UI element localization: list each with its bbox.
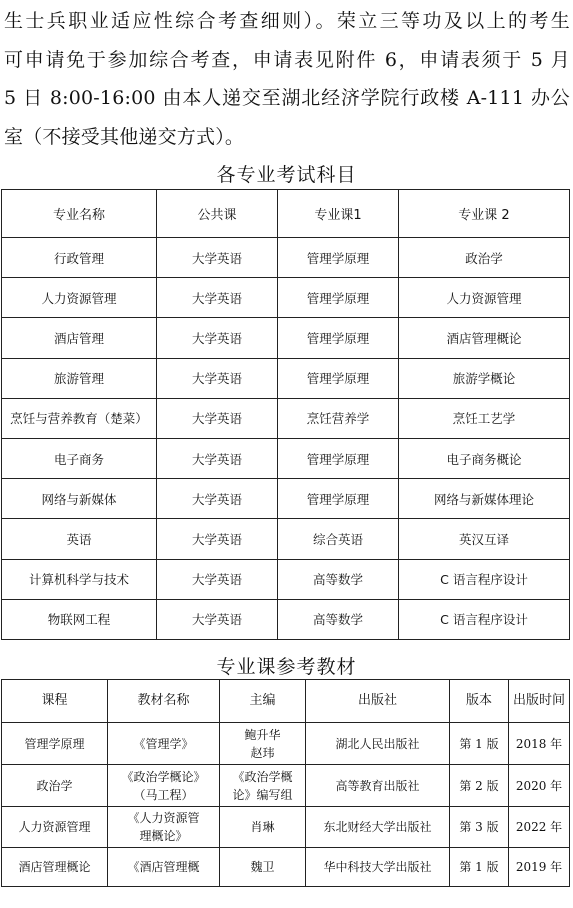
cell-course: 人力资源管理 xyxy=(2,807,108,848)
cell-edition: 第 2 版 xyxy=(450,765,509,807)
header-course-1: 专业课1 xyxy=(278,190,399,238)
cell-public-course: 大学英语 xyxy=(157,438,278,478)
cell-public-course: 大学英语 xyxy=(157,398,278,438)
cell-course-1: 高等数学 xyxy=(278,599,399,639)
cell-course-2: 网络与新媒体理论 xyxy=(399,479,570,519)
header-public-course: 公共课 xyxy=(157,190,278,238)
cell-course-1: 管理学原理 xyxy=(278,438,399,478)
cell-course-2: 电子商务概论 xyxy=(399,438,570,478)
cell-publisher: 东北财经大学出版社 xyxy=(306,807,450,848)
paragraph-line: 室（不接受其他递交方式）。 xyxy=(4,125,245,148)
cell-course: 政治学 xyxy=(2,765,108,807)
cell-major: 旅游管理 xyxy=(2,358,157,398)
cell-textbook: 《人力资源管 理概论》 xyxy=(108,807,220,848)
cell-public-course: 大学英语 xyxy=(157,479,278,519)
header-textbook: 教材名称 xyxy=(108,680,220,723)
table-row xyxy=(2,358,570,398)
cell-editor: 肖琳 xyxy=(220,807,306,848)
cell-major: 电子商务 xyxy=(2,438,157,478)
cell-course-1: 管理学原理 xyxy=(278,479,399,519)
cell-course-2: 政治学 xyxy=(399,238,570,278)
cell-course-2: 酒店管理概论 xyxy=(399,318,570,358)
cell-course: 酒店管理概论 xyxy=(2,848,108,887)
cell-public-course: 大学英语 xyxy=(157,238,278,278)
cell-publisher: 高等教育出版社 xyxy=(306,765,450,807)
cell-major: 烹饪与营养教育（楚菜） xyxy=(2,398,157,438)
cell-major: 网络与新媒体 xyxy=(2,479,157,519)
table-row xyxy=(2,848,570,887)
cell-course-1: 管理学原理 xyxy=(278,358,399,398)
header-course-2: 专业课 2 xyxy=(399,190,570,238)
intro-paragraph xyxy=(4,2,570,156)
cell-public-course: 大学英语 xyxy=(157,358,278,398)
cell-public-course: 大学英语 xyxy=(157,519,278,559)
cell-course-1: 管理学原理 xyxy=(278,318,399,358)
cell-edition: 第 3 版 xyxy=(450,807,509,848)
cell-public-course: 大学英语 xyxy=(157,599,278,639)
cell-course-2: C 语言程序设计 xyxy=(399,559,570,599)
table-row xyxy=(2,807,570,848)
table-row xyxy=(2,318,570,358)
cell-major: 行政管理 xyxy=(2,238,157,278)
table-row xyxy=(2,599,570,639)
table-row xyxy=(2,559,570,599)
cell-textbook: 《管理学》 xyxy=(108,723,220,765)
cell-editor: 《政治学概 论》编写组 xyxy=(220,765,306,807)
cell-course-1: 管理学原理 xyxy=(278,278,399,318)
cell-editor: 鲍升华 赵玮 xyxy=(220,723,306,765)
table-row xyxy=(2,723,570,765)
cell-course-1: 高等数学 xyxy=(278,559,399,599)
subjects-table xyxy=(1,189,570,640)
cell-public-course: 大学英语 xyxy=(157,318,278,358)
table-row xyxy=(2,479,570,519)
paragraph-line: 5 日 8:00-16:00 由本人递交至湖北经济学院行政楼 A-111 办公 xyxy=(4,87,570,109)
cell-public-course: 大学英语 xyxy=(157,278,278,318)
cell-textbook: 《酒店管理概 xyxy=(108,848,220,887)
cell-editor: 魏卫 xyxy=(220,848,306,887)
cell-course-2: 旅游学概论 xyxy=(399,358,570,398)
cell-course-1: 综合英语 xyxy=(278,519,399,559)
header-publisher: 出版社 xyxy=(306,680,450,723)
paragraph-line: 可申请免于参加综合考查，申请表见附件 6，申请表须于 5 月 xyxy=(4,48,570,71)
table-header-row xyxy=(2,680,570,723)
textbooks-table-title: 专业课参考教材 xyxy=(216,656,357,678)
cell-major: 酒店管理 xyxy=(2,318,157,358)
paragraph-line: 生士兵职业适应性综合考查细则）。荣立三等功及以上的考生 xyxy=(4,10,570,32)
cell-publisher: 湖北人民出版社 xyxy=(306,723,450,765)
subjects-table-title: 各专业考试科目 xyxy=(216,164,357,186)
table-row xyxy=(2,398,570,438)
table-row xyxy=(2,765,570,807)
table-row xyxy=(2,278,570,318)
cell-edition: 第 1 版 xyxy=(450,848,509,887)
cell-publish-time: 2022 年 xyxy=(509,807,570,848)
header-major: 专业名称 xyxy=(2,190,157,238)
cell-course-2: 烹饪工艺学 xyxy=(399,398,570,438)
cell-publisher: 华中科技大学出版社 xyxy=(306,848,450,887)
header-edition: 版本 xyxy=(450,680,509,723)
header-course: 课程 xyxy=(2,680,108,723)
cell-course-1: 管理学原理 xyxy=(278,238,399,278)
cell-edition: 第 1 版 xyxy=(450,723,509,765)
cell-major: 物联网工程 xyxy=(2,599,157,639)
header-publish-time: 出版时间 xyxy=(509,680,570,723)
cell-course-2: 人力资源管理 xyxy=(399,278,570,318)
textbooks-table xyxy=(1,679,570,887)
cell-course-2: 英汉互译 xyxy=(399,519,570,559)
table-row xyxy=(2,519,570,559)
cell-course-1: 烹饪营养学 xyxy=(278,398,399,438)
table-row xyxy=(2,238,570,278)
cell-course-2: C 语言程序设计 xyxy=(399,599,570,639)
cell-major: 人力资源管理 xyxy=(2,278,157,318)
table-row xyxy=(2,438,570,478)
table-header-row xyxy=(2,190,570,238)
cell-publish-time: 2019 年 xyxy=(509,848,570,887)
header-editor: 主编 xyxy=(220,680,306,723)
cell-publish-time: 2018 年 xyxy=(509,723,570,765)
cell-course: 管理学原理 xyxy=(2,723,108,765)
cell-public-course: 大学英语 xyxy=(157,559,278,599)
cell-textbook: 《政治学概论》 （马工程） xyxy=(108,765,220,807)
cell-publish-time: 2020 年 xyxy=(509,765,570,807)
cell-major: 计算机科学与技术 xyxy=(2,559,157,599)
cell-major: 英语 xyxy=(2,519,157,559)
